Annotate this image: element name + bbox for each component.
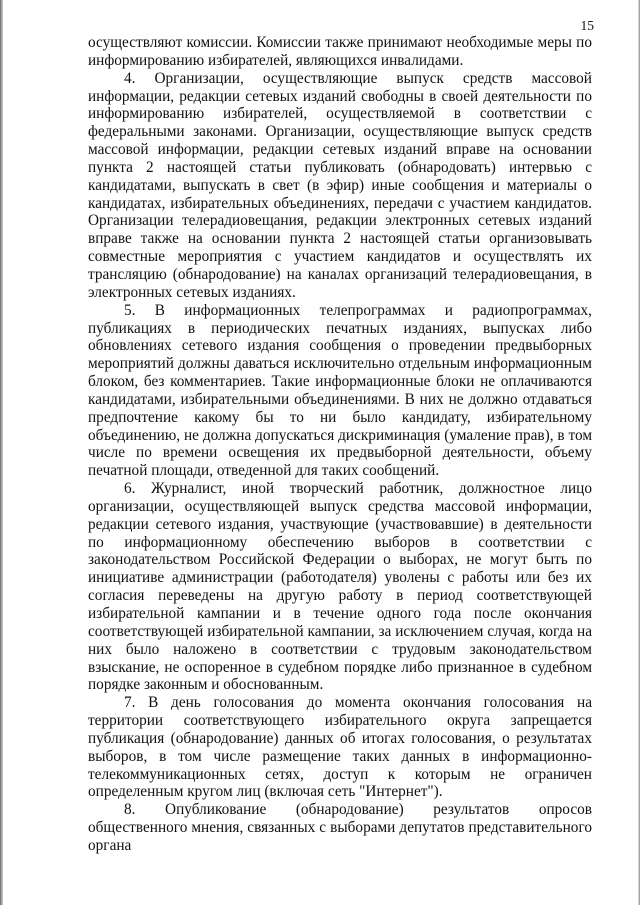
page-number: 15 bbox=[580, 18, 594, 33]
paragraph-continuation: осуществляют комиссии. Комиссии также принимают необходимые меры по информированию избирателей, являющихся инвалидами. bbox=[88, 34, 592, 69]
paragraph-item-7: 7. В день голосования до момента окончания голосования на территории соответствующего избирательного округа запрещается публикация (обнародование) данных об итогах голосования, о результатах выборов, в том числе размещение таких данных в информационно-телекоммуникационных сетях, доступ к которым не ограничен определенным кругом лиц (включая сеть "Интернет"). bbox=[88, 694, 592, 801]
body-text bbox=[88, 34, 592, 855]
paragraph-item-5: 5. В информационных телепрограммах и радиопрограммах, публикациях в периодических печатных изданиях, выпусках либо обновлениях сетевого издания сообщения о проведении предвыборных мероприятий должны даваться исключительно отдельным информационным блоком, без комментариев. Такие информационные блоки не оплачиваются кандидатами, избирательными объединениями. В них не должно отдаваться предпочтение какому бы то ни было кандидату, избирательному объединению, не должна допускаться дискриминация (умаление прав), в том числе по времени освещения их предвыборной деятельности, объему печатной площади, отведенной для таких сообщений. bbox=[88, 301, 592, 480]
scan-edge-left bbox=[0, 0, 3, 905]
paragraph-item-6: 6. Журналист, иной творческий работник, должностное лицо организации, осуществляющей выпуск средства массовой информации, редакции сетевого издания, участвующие (участвовавшие) в деятельности по информационному обеспечению выборов в соответствии с законодательством Российской Федерации о выборах, не могут быть по инициативе администрации (работодателя) уволены с работы или без их согласия переведены на другую работу в период соответствующей избирательной кампании и в течение одного года после окончания соответствующей избирательной кампании, за исключением случая, когда на них было наложено в соответствии с трудовым законодательством взыскание, не оспоренное в судебном порядке либо признанное в судебном порядке законным и обоснованным. bbox=[88, 480, 592, 694]
paragraph-item-4: 4. Организации, осуществляющие выпуск средств массовой информации, редакции сетевых изданий свободны в своей деятельности по информированию избирателей, осуществляемой в соответствии с федеральными законами. Организации, осуществляющие выпуск средств массовой информации, редакции сетевых изданий вправе на основании пункта 2 настоящей статьи публиковать (обнародовать) интервью с кандидатами, выпускать в свет (в эфир) иные сообщения и материалы о кандидатах, избирательных объединениях, передачи с участием кандидатов. Организации телерадиовещания, редакции электронных сетевых изданий вправе также на основании пункта 2 настоящей статьи организовывать совместные мероприятия с участием кандидатов и осуществлять их трансляцию (обнародование) на каналах организаций телерадиовещания, в электронных сетевых изданиях. bbox=[88, 69, 592, 301]
paragraph-item-8: 8. Опубликование (обнародование) результатов опросов общественного мнения, связанных с выборами депутатов представительного органа bbox=[88, 801, 592, 854]
